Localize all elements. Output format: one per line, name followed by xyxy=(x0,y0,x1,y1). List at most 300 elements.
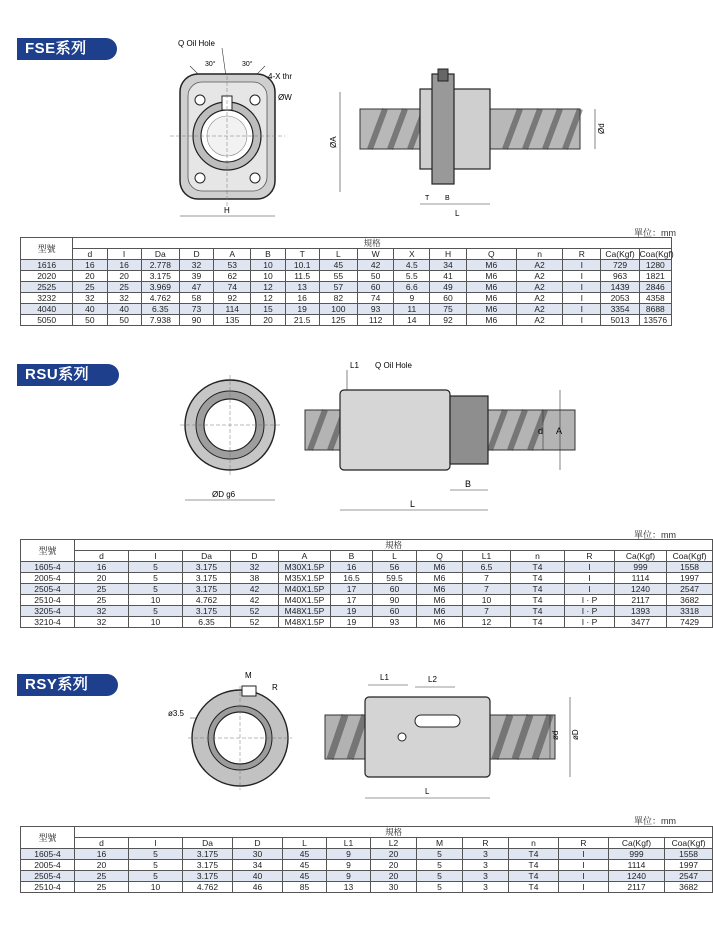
table-cell: 5 xyxy=(129,849,183,860)
fse-front-view xyxy=(160,36,310,231)
table-cell: 85 xyxy=(283,882,327,893)
table-cell: 20 xyxy=(75,860,129,871)
table-cell: 4.762 xyxy=(141,293,179,304)
table-cell: 40 xyxy=(107,304,141,315)
table-cell: M6 xyxy=(466,282,516,293)
table-cell: 3477 xyxy=(615,617,667,628)
table-cell: 25 xyxy=(75,882,129,893)
table-cell: 2053 xyxy=(601,293,639,304)
rsu-front-view xyxy=(170,370,290,510)
table-cell: M6 xyxy=(417,562,463,573)
fse-model-header: 型號 xyxy=(21,238,73,260)
fse-side-view xyxy=(330,64,620,224)
table-cell: 21.5 xyxy=(285,315,319,326)
table-cell: 3318 xyxy=(667,606,713,617)
model-cell: 2510-4 xyxy=(21,595,75,606)
model-cell: 1605-4 xyxy=(21,849,75,860)
table-cell: 7 xyxy=(463,606,511,617)
rsu-section xyxy=(0,340,707,660)
table-cell: 45 xyxy=(319,260,357,271)
table-cell: 93 xyxy=(357,304,393,315)
model-cell: 2020 xyxy=(21,271,73,282)
table-cell: 32 xyxy=(75,617,129,628)
table-row xyxy=(21,315,672,326)
svg-text:4-X thr: 4-X thr xyxy=(268,72,293,81)
table-cell: 7 xyxy=(463,584,511,595)
table-cell: M30X1.5P xyxy=(279,562,331,573)
table-cell: 50 xyxy=(107,315,141,326)
table-cell: M6 xyxy=(417,584,463,595)
table-cell: 93 xyxy=(373,617,417,628)
table-cell: 20 xyxy=(371,871,417,882)
table-cell: 13 xyxy=(327,882,371,893)
table-cell: 10.1 xyxy=(285,260,319,271)
table-cell: T4 xyxy=(511,584,565,595)
table-cell: I · P xyxy=(565,617,615,628)
table-cell: 45 xyxy=(283,871,327,882)
table-cell: 60 xyxy=(373,606,417,617)
table-cell: 34 xyxy=(233,860,283,871)
table-cell: I xyxy=(563,315,601,326)
table-cell: 9 xyxy=(327,871,371,882)
svg-text:ø3.5: ø3.5 xyxy=(168,709,185,718)
table-row xyxy=(21,260,672,271)
rsy-front-view xyxy=(160,668,300,798)
table-cell: 25 xyxy=(75,584,129,595)
svg-text:H: H xyxy=(224,206,230,215)
svg-text:øD: øD xyxy=(571,729,580,740)
table-cell: 6.35 xyxy=(141,304,179,315)
svg-text:L1: L1 xyxy=(380,673,389,682)
model-cell: 2005-4 xyxy=(21,860,75,871)
table-cell: 20 xyxy=(107,271,141,282)
table-cell: 58 xyxy=(179,293,213,304)
table-cell: 30 xyxy=(233,849,283,860)
table-cell: 16 xyxy=(107,260,141,271)
model-cell: 1605-4 xyxy=(21,562,75,573)
table-cell: 5 xyxy=(129,860,183,871)
table-cell: 6.5 xyxy=(463,562,511,573)
table-cell: 32 xyxy=(107,293,141,304)
table-cell: 42 xyxy=(231,584,279,595)
table-cell: T4 xyxy=(509,882,559,893)
table-cell: 1821 xyxy=(639,271,671,282)
table-cell: 19 xyxy=(331,617,373,628)
table-cell: 16 xyxy=(75,562,129,573)
svg-text:L2: L2 xyxy=(428,675,437,684)
table-cell: 45 xyxy=(283,849,327,860)
rsy-spec-header: 規格 xyxy=(75,827,713,838)
table-cell: 112 xyxy=(357,315,393,326)
model-cell: 2005-4 xyxy=(21,573,75,584)
table-cell: 4.762 xyxy=(183,595,231,606)
table-cell: 5 xyxy=(417,882,463,893)
table-cell: 3.175 xyxy=(183,871,233,882)
table-cell: I xyxy=(563,260,601,271)
svg-text:30°: 30° xyxy=(205,61,216,68)
model-cell: 4040 xyxy=(21,304,73,315)
table-cell: 7.938 xyxy=(141,315,179,326)
table-cell: I · P xyxy=(565,595,615,606)
table-cell: 52 xyxy=(231,617,279,628)
table-cell: 20 xyxy=(73,271,107,282)
svg-text:R: R xyxy=(272,683,278,692)
table-cell: 25 xyxy=(75,595,129,606)
table-row xyxy=(21,617,713,628)
rsu-spec-header: 規格 xyxy=(75,540,713,551)
table-cell: 114 xyxy=(214,304,251,315)
table-cell: 5 xyxy=(129,606,183,617)
table-cell: I xyxy=(559,871,609,882)
table-cell: 10 xyxy=(129,882,183,893)
table-cell: 40 xyxy=(233,871,283,882)
table-cell: 3.175 xyxy=(183,584,231,595)
table-cell: 19 xyxy=(331,606,373,617)
table-cell: I · P xyxy=(565,606,615,617)
table-cell: T4 xyxy=(511,562,565,573)
model-cell: 3232 xyxy=(21,293,73,304)
model-cell: 3210-4 xyxy=(21,617,75,628)
table-cell: 52 xyxy=(231,606,279,617)
table-cell: 32 xyxy=(73,293,107,304)
rsu-title: RSU系列 xyxy=(17,364,119,386)
svg-text:ød: ød xyxy=(551,730,560,740)
table-cell: 75 xyxy=(430,304,466,315)
svg-text:d: d xyxy=(538,426,544,436)
table-cell: 92 xyxy=(214,293,251,304)
table-cell: 50 xyxy=(357,271,393,282)
table-cell: 5 xyxy=(129,573,183,584)
model-cell: 1616 xyxy=(21,260,73,271)
svg-text:ØA: ØA xyxy=(329,136,338,148)
table-cell: 60 xyxy=(430,293,466,304)
table-cell: 3.175 xyxy=(183,573,231,584)
table-cell: M48X1.5P xyxy=(279,617,331,628)
fse-section xyxy=(0,0,690,340)
svg-text:L: L xyxy=(425,787,430,796)
svg-text:ØW: ØW xyxy=(278,93,292,102)
fse-spec-table xyxy=(20,237,672,326)
table-cell: 90 xyxy=(179,315,213,326)
table-cell: M6 xyxy=(466,271,516,282)
svg-text:M: M xyxy=(245,671,252,680)
table-cell: M6 xyxy=(466,260,516,271)
table-cell: 50 xyxy=(73,315,107,326)
model-cell: 2510-4 xyxy=(21,882,75,893)
table-cell: A2 xyxy=(516,315,562,326)
table-cell: 963 xyxy=(601,271,639,282)
table-cell: 12 xyxy=(463,617,511,628)
table-cell: 32 xyxy=(231,562,279,573)
rsy-side-view xyxy=(320,670,590,810)
table-cell: T4 xyxy=(511,573,565,584)
table-cell: 1240 xyxy=(615,584,667,595)
table-cell: 16.5 xyxy=(331,573,373,584)
table-cell: I xyxy=(563,271,601,282)
table-cell: 5 xyxy=(129,562,183,573)
table-cell: 999 xyxy=(615,562,667,573)
rsu-side-view xyxy=(295,360,585,520)
table-cell: 10 xyxy=(251,271,285,282)
table-row xyxy=(21,573,713,584)
table-cell: 5013 xyxy=(601,315,639,326)
table-cell: A2 xyxy=(516,282,562,293)
table-cell: 20 xyxy=(251,315,285,326)
table-cell: 7 xyxy=(463,573,511,584)
table-cell: 5 xyxy=(417,860,463,871)
table-cell: 46 xyxy=(233,882,283,893)
svg-text:L: L xyxy=(455,209,460,218)
table-cell: A2 xyxy=(516,260,562,271)
table-cell: T4 xyxy=(511,595,565,606)
table-cell: 3682 xyxy=(665,882,713,893)
table-cell: 1997 xyxy=(667,573,713,584)
table-cell: 30 xyxy=(371,882,417,893)
svg-text:L: L xyxy=(410,499,416,509)
table-cell: 53 xyxy=(214,260,251,271)
table-cell: 14 xyxy=(394,315,430,326)
rsu-spec-table xyxy=(20,539,713,628)
table-cell: 2117 xyxy=(609,882,665,893)
table-cell: T4 xyxy=(509,860,559,871)
table-cell: 60 xyxy=(357,282,393,293)
fse-column-headers: d I Da D A B T L W X H Q n R Ca(Kgf) Coa(Kgf) xyxy=(21,249,672,260)
table-cell: 42 xyxy=(231,595,279,606)
table-cell: 5 xyxy=(417,871,463,882)
table-cell: 5 xyxy=(417,849,463,860)
table-cell: 2547 xyxy=(665,871,713,882)
table-cell: M6 xyxy=(466,304,516,315)
table-cell: 729 xyxy=(601,260,639,271)
table-cell: 100 xyxy=(319,304,357,315)
table-cell: 19 xyxy=(285,304,319,315)
table-cell: 82 xyxy=(319,293,357,304)
model-cell: 3205-4 xyxy=(21,606,75,617)
table-cell: 1114 xyxy=(615,573,667,584)
table-cell: 999 xyxy=(609,849,665,860)
table-cell: I xyxy=(565,562,615,573)
table-cell: 3 xyxy=(463,882,509,893)
table-cell: 3.175 xyxy=(141,271,179,282)
fse-oil-hole-label: Q Oil Hole xyxy=(178,39,215,48)
table-row xyxy=(21,271,672,282)
svg-text:T: T xyxy=(425,195,430,202)
table-cell: 13 xyxy=(285,282,319,293)
table-cell: 40 xyxy=(73,304,107,315)
svg-text:Q Oil Hole: Q Oil Hole xyxy=(375,361,412,370)
table-cell: 16 xyxy=(285,293,319,304)
table-cell: 90 xyxy=(373,595,417,606)
table-cell: 17 xyxy=(331,595,373,606)
table-cell: I xyxy=(563,304,601,315)
table-cell: A2 xyxy=(516,293,562,304)
table-row xyxy=(21,860,713,871)
table-cell: 39 xyxy=(179,271,213,282)
table-cell: 125 xyxy=(319,315,357,326)
table-cell: 56 xyxy=(373,562,417,573)
rsy-spec-table xyxy=(20,826,713,893)
table-cell: 3.969 xyxy=(141,282,179,293)
table-row xyxy=(21,584,713,595)
table-cell: M40X1.5P xyxy=(279,584,331,595)
fse-title: FSE系列 xyxy=(17,38,117,60)
table-cell: 20 xyxy=(371,860,417,871)
table-cell: 45 xyxy=(283,860,327,871)
table-cell: 3 xyxy=(463,871,509,882)
table-cell: A2 xyxy=(516,271,562,282)
table-cell: 9 xyxy=(394,293,430,304)
rsy-column-headers: d I Da D L L1 L2 M R n R Ca(Kgf) Coa(Kgf) xyxy=(21,838,713,849)
table-row xyxy=(21,849,713,860)
table-cell: 10 xyxy=(251,260,285,271)
table-cell: 6.35 xyxy=(183,617,231,628)
table-cell: M48X1.5P xyxy=(279,606,331,617)
rsu-model-header: 型號 xyxy=(21,540,75,562)
table-cell: 92 xyxy=(430,315,466,326)
table-cell: 2.778 xyxy=(141,260,179,271)
table-cell: 5 xyxy=(129,584,183,595)
table-cell: T4 xyxy=(511,606,565,617)
table-cell: 73 xyxy=(179,304,213,315)
table-cell: 20 xyxy=(371,849,417,860)
table-cell: 34 xyxy=(430,260,466,271)
table-cell: 74 xyxy=(214,282,251,293)
table-cell: 3.175 xyxy=(183,562,231,573)
table-cell: M6 xyxy=(417,595,463,606)
table-cell: T4 xyxy=(509,849,559,860)
table-cell: 4358 xyxy=(639,293,671,304)
table-cell: 135 xyxy=(214,315,251,326)
table-cell: 16 xyxy=(331,562,373,573)
table-row xyxy=(21,882,713,893)
table-cell: 6.6 xyxy=(394,282,430,293)
table-cell: 1114 xyxy=(609,860,665,871)
table-row xyxy=(21,293,672,304)
table-cell: 38 xyxy=(231,573,279,584)
table-cell: 3.175 xyxy=(183,606,231,617)
table-cell: 3 xyxy=(463,849,509,860)
rsy-section xyxy=(0,660,706,948)
table-cell: I xyxy=(559,849,609,860)
table-row xyxy=(21,871,713,882)
table-cell: 60 xyxy=(373,584,417,595)
rsu-unit-label: 單位：mm xyxy=(634,530,676,540)
table-row xyxy=(21,562,713,573)
table-cell: 41 xyxy=(430,271,466,282)
table-cell: 1280 xyxy=(639,260,671,271)
table-cell: 25 xyxy=(75,871,129,882)
table-cell: 4.5 xyxy=(394,260,430,271)
table-cell: 12 xyxy=(251,293,285,304)
table-row xyxy=(21,304,672,315)
table-cell: T4 xyxy=(511,617,565,628)
table-cell: I xyxy=(563,282,601,293)
table-cell: M40X1.5P xyxy=(279,595,331,606)
table-row xyxy=(21,595,713,606)
table-cell: 10 xyxy=(463,595,511,606)
rsy-model-header: 型號 xyxy=(21,827,75,849)
table-cell: 3 xyxy=(463,860,509,871)
svg-text:Ød: Ød xyxy=(597,123,606,134)
table-cell: 12 xyxy=(251,282,285,293)
model-cell: 2525 xyxy=(21,282,73,293)
table-cell: 3.175 xyxy=(183,849,233,860)
rsy-unit-label: 單位：mm xyxy=(634,816,676,826)
table-cell: 11.5 xyxy=(285,271,319,282)
table-cell: 15 xyxy=(251,304,285,315)
model-cell: 2505-4 xyxy=(21,871,75,882)
table-cell: I xyxy=(559,860,609,871)
model-cell: 5050 xyxy=(21,315,73,326)
table-cell: 2846 xyxy=(639,282,671,293)
table-cell: A2 xyxy=(516,304,562,315)
table-cell: 42 xyxy=(357,260,393,271)
table-cell: 3682 xyxy=(667,595,713,606)
table-cell: 25 xyxy=(107,282,141,293)
table-cell: 3354 xyxy=(601,304,639,315)
rsu-column-headers: d I Da D A B L Q L1 n R Ca(Kgf) Coa(Kgf) xyxy=(21,551,713,562)
fse-unit-label: 單位：mm xyxy=(634,228,676,238)
table-cell: 1240 xyxy=(609,871,665,882)
table-cell: 7429 xyxy=(667,617,713,628)
table-cell: I xyxy=(563,293,601,304)
svg-text:B: B xyxy=(445,195,450,202)
fse-spec-header: 規格 xyxy=(73,238,672,249)
table-cell: M6 xyxy=(417,573,463,584)
table-cell: 9 xyxy=(327,860,371,871)
table-cell: 62 xyxy=(214,271,251,282)
svg-text:30°: 30° xyxy=(242,61,253,68)
table-cell: 1439 xyxy=(601,282,639,293)
table-cell: M35X1.5P xyxy=(279,573,331,584)
table-row xyxy=(21,282,672,293)
table-cell: 20 xyxy=(75,573,129,584)
model-cell: 2505-4 xyxy=(21,584,75,595)
svg-text:B: B xyxy=(465,479,472,489)
table-cell: 1558 xyxy=(667,562,713,573)
table-cell: 32 xyxy=(179,260,213,271)
table-row xyxy=(21,606,713,617)
table-cell: 10 xyxy=(129,617,183,628)
table-cell: 59.5 xyxy=(373,573,417,584)
table-cell: M6 xyxy=(417,606,463,617)
table-cell: M6 xyxy=(417,617,463,628)
svg-text:ØD g6: ØD g6 xyxy=(212,490,236,499)
table-cell: 8688 xyxy=(639,304,671,315)
table-cell: 11 xyxy=(394,304,430,315)
table-cell: 2117 xyxy=(615,595,667,606)
table-cell: 1558 xyxy=(665,849,713,860)
svg-text:L1: L1 xyxy=(350,361,359,370)
table-cell: 74 xyxy=(357,293,393,304)
svg-text:A: A xyxy=(556,426,563,436)
table-cell: 3.175 xyxy=(183,860,233,871)
table-cell: M6 xyxy=(466,293,516,304)
table-cell: 13576 xyxy=(639,315,671,326)
table-cell: 25 xyxy=(73,282,107,293)
table-cell: 16 xyxy=(73,260,107,271)
table-cell: 1393 xyxy=(615,606,667,617)
table-cell: 57 xyxy=(319,282,357,293)
rsy-title: RSY系列 xyxy=(17,674,118,696)
table-cell: 49 xyxy=(430,282,466,293)
table-cell: 5.5 xyxy=(394,271,430,282)
table-cell: 1997 xyxy=(665,860,713,871)
table-cell: I xyxy=(565,573,615,584)
table-cell: I xyxy=(559,882,609,893)
table-cell: 10 xyxy=(129,595,183,606)
table-cell: 9 xyxy=(327,849,371,860)
